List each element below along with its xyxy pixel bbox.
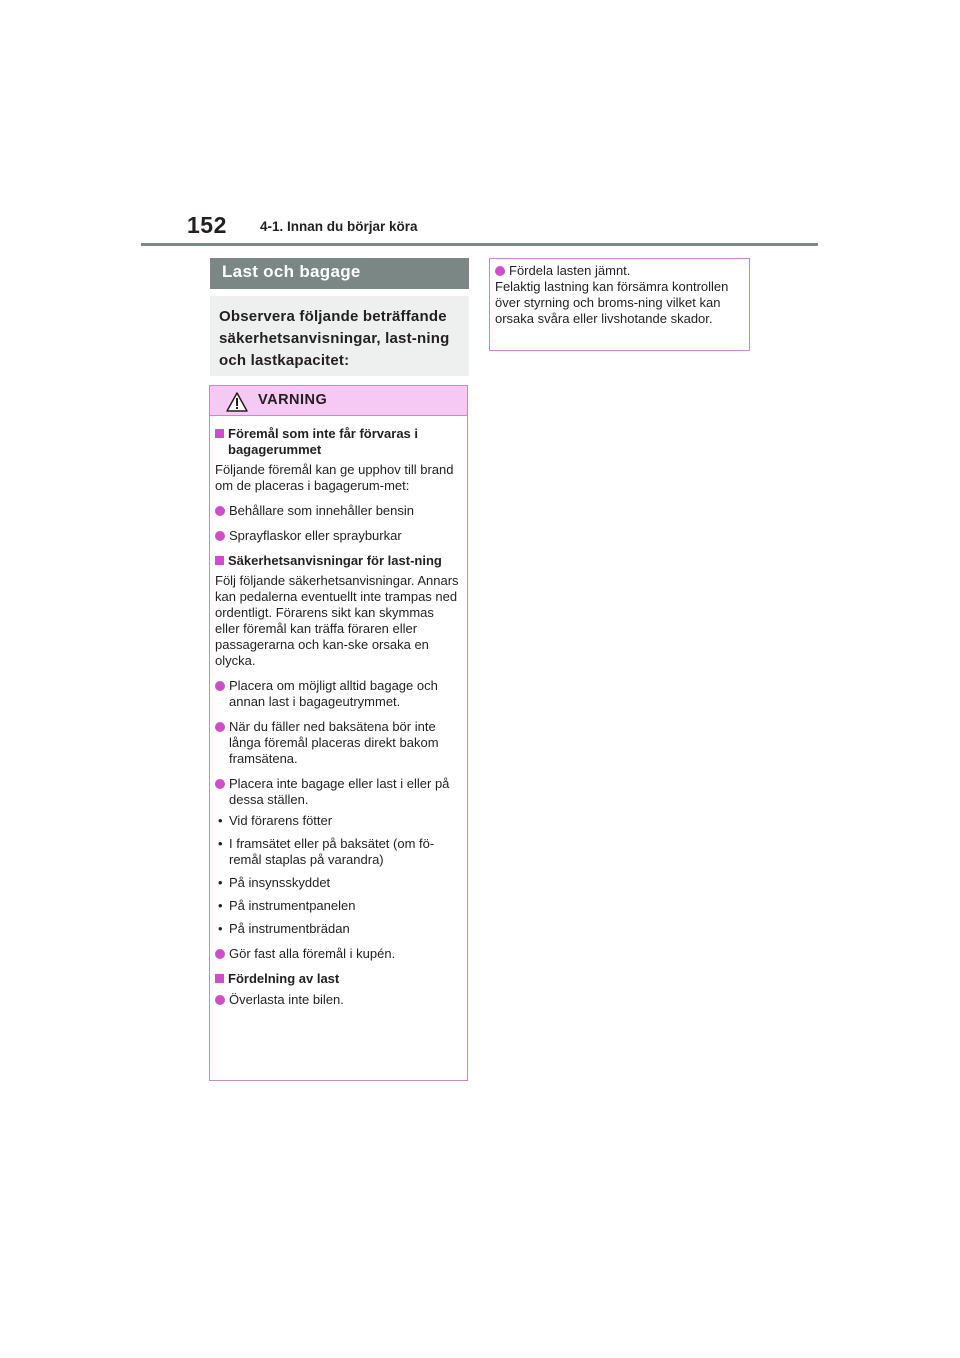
warning-dot-item [215,503,459,519]
side-body-text: Felaktig lastning kan försämra kontrollen över styrning och broms-ning vilket kan orsaka svåra eller livshotande skador. [495,279,729,326]
item-text: Placera om möjligt alltid bagage och annan last i bagageutrymmet. [229,678,438,709]
warning-paragraph: Följande föremål kan ge upphov till brand om de placeras i bagagerum-met: [215,462,454,493]
warning-sub-item [215,898,459,914]
warning-square-item [215,426,459,458]
circle-bullet-icon [215,531,225,541]
intro-box [210,296,469,376]
warning-square-item [215,971,459,987]
item-text: Sprayflaskor eller sprayburkar [229,528,402,543]
circle-bullet-icon [215,995,225,1005]
intro-text: Observera följande beträffande säkerhetsanvisningar, last-ning och lastkapacitet: [219,308,450,369]
section-title: 4-1. Innan du börjar köra [260,219,418,234]
item-text: Gör fast alla föremål i kupén. [229,946,396,961]
side-dot-item [495,263,743,327]
item-text: På instrumentpanelen [229,898,356,913]
warning-sub-item [215,875,459,891]
circle-bullet-icon [495,266,505,276]
item-text: På insynsskyddet [229,875,331,890]
warning-paragraph: Följ följande säkerhetsanvisningar. Annars kan pedalerna eventuellt inte trampas ned ordentligt. Förarens sikt kan skymmas eller föremål kan träffa föraren eller passagerarna och kan-ske orsaka en olycka. [215,573,459,668]
warning-box [209,385,468,1081]
page-number: 152 [187,212,227,238]
warning-sub-item [215,921,459,937]
dash-bullet-icon: • [218,836,223,851]
dash-bullet-icon: • [218,813,223,828]
warning-dot-item [215,992,459,1008]
warning-triangle-icon [226,392,248,412]
square-bullet-icon [215,556,224,565]
circle-bullet-icon [215,779,225,789]
warning-dot-item [215,776,459,808]
dash-bullet-icon: • [218,921,223,936]
side-bullet-text: Fördela lasten jämnt. [509,263,631,278]
warning-dot-item [215,678,459,710]
square-bullet-icon [215,974,224,983]
item-text: När du fäller ned baksätena bör inte långa föremål placeras direkt bakom framsätena. [229,719,439,766]
square-bullet-icon [215,429,224,438]
item-text: På instrumentbrädan [229,921,350,936]
item-text: Säkerhetsanvisningar för last-ning [228,553,442,568]
warning-dot-item [215,719,459,767]
circle-bullet-icon [215,722,225,732]
warning-label: VARNING [258,392,328,408]
warning-square-item [215,553,459,569]
warning-sub-item [215,813,459,829]
dash-bullet-icon: • [218,875,223,890]
circle-bullet-icon [215,949,225,959]
item-text: Föremål som inte får förvaras i bagagerummet [228,426,419,457]
side-note-box [489,258,750,351]
section-heading: Last och bagage [222,262,361,281]
heading-bar [210,258,469,289]
warning-dot-item [215,528,459,544]
warning-header [210,386,467,416]
warning-body [210,416,467,1008]
item-text: Fördelning av last [228,971,340,986]
item-text: Vid förarens fötter [229,813,333,828]
item-text: Behållare som innehåller bensin [229,503,415,518]
warning-sub-item [215,836,459,868]
item-text: I framsätet eller på baksätet (om fö-remål staplas på varandra) [229,836,435,867]
dash-bullet-icon: • [218,898,223,913]
circle-bullet-icon [215,506,225,516]
warning-dot-item [215,946,459,962]
item-text: Placera inte bagage eller last i eller på dessa ställen. [229,776,450,807]
circle-bullet-icon [215,681,225,691]
header-divider [141,243,818,246]
item-text: Överlasta inte bilen. [229,992,344,1007]
